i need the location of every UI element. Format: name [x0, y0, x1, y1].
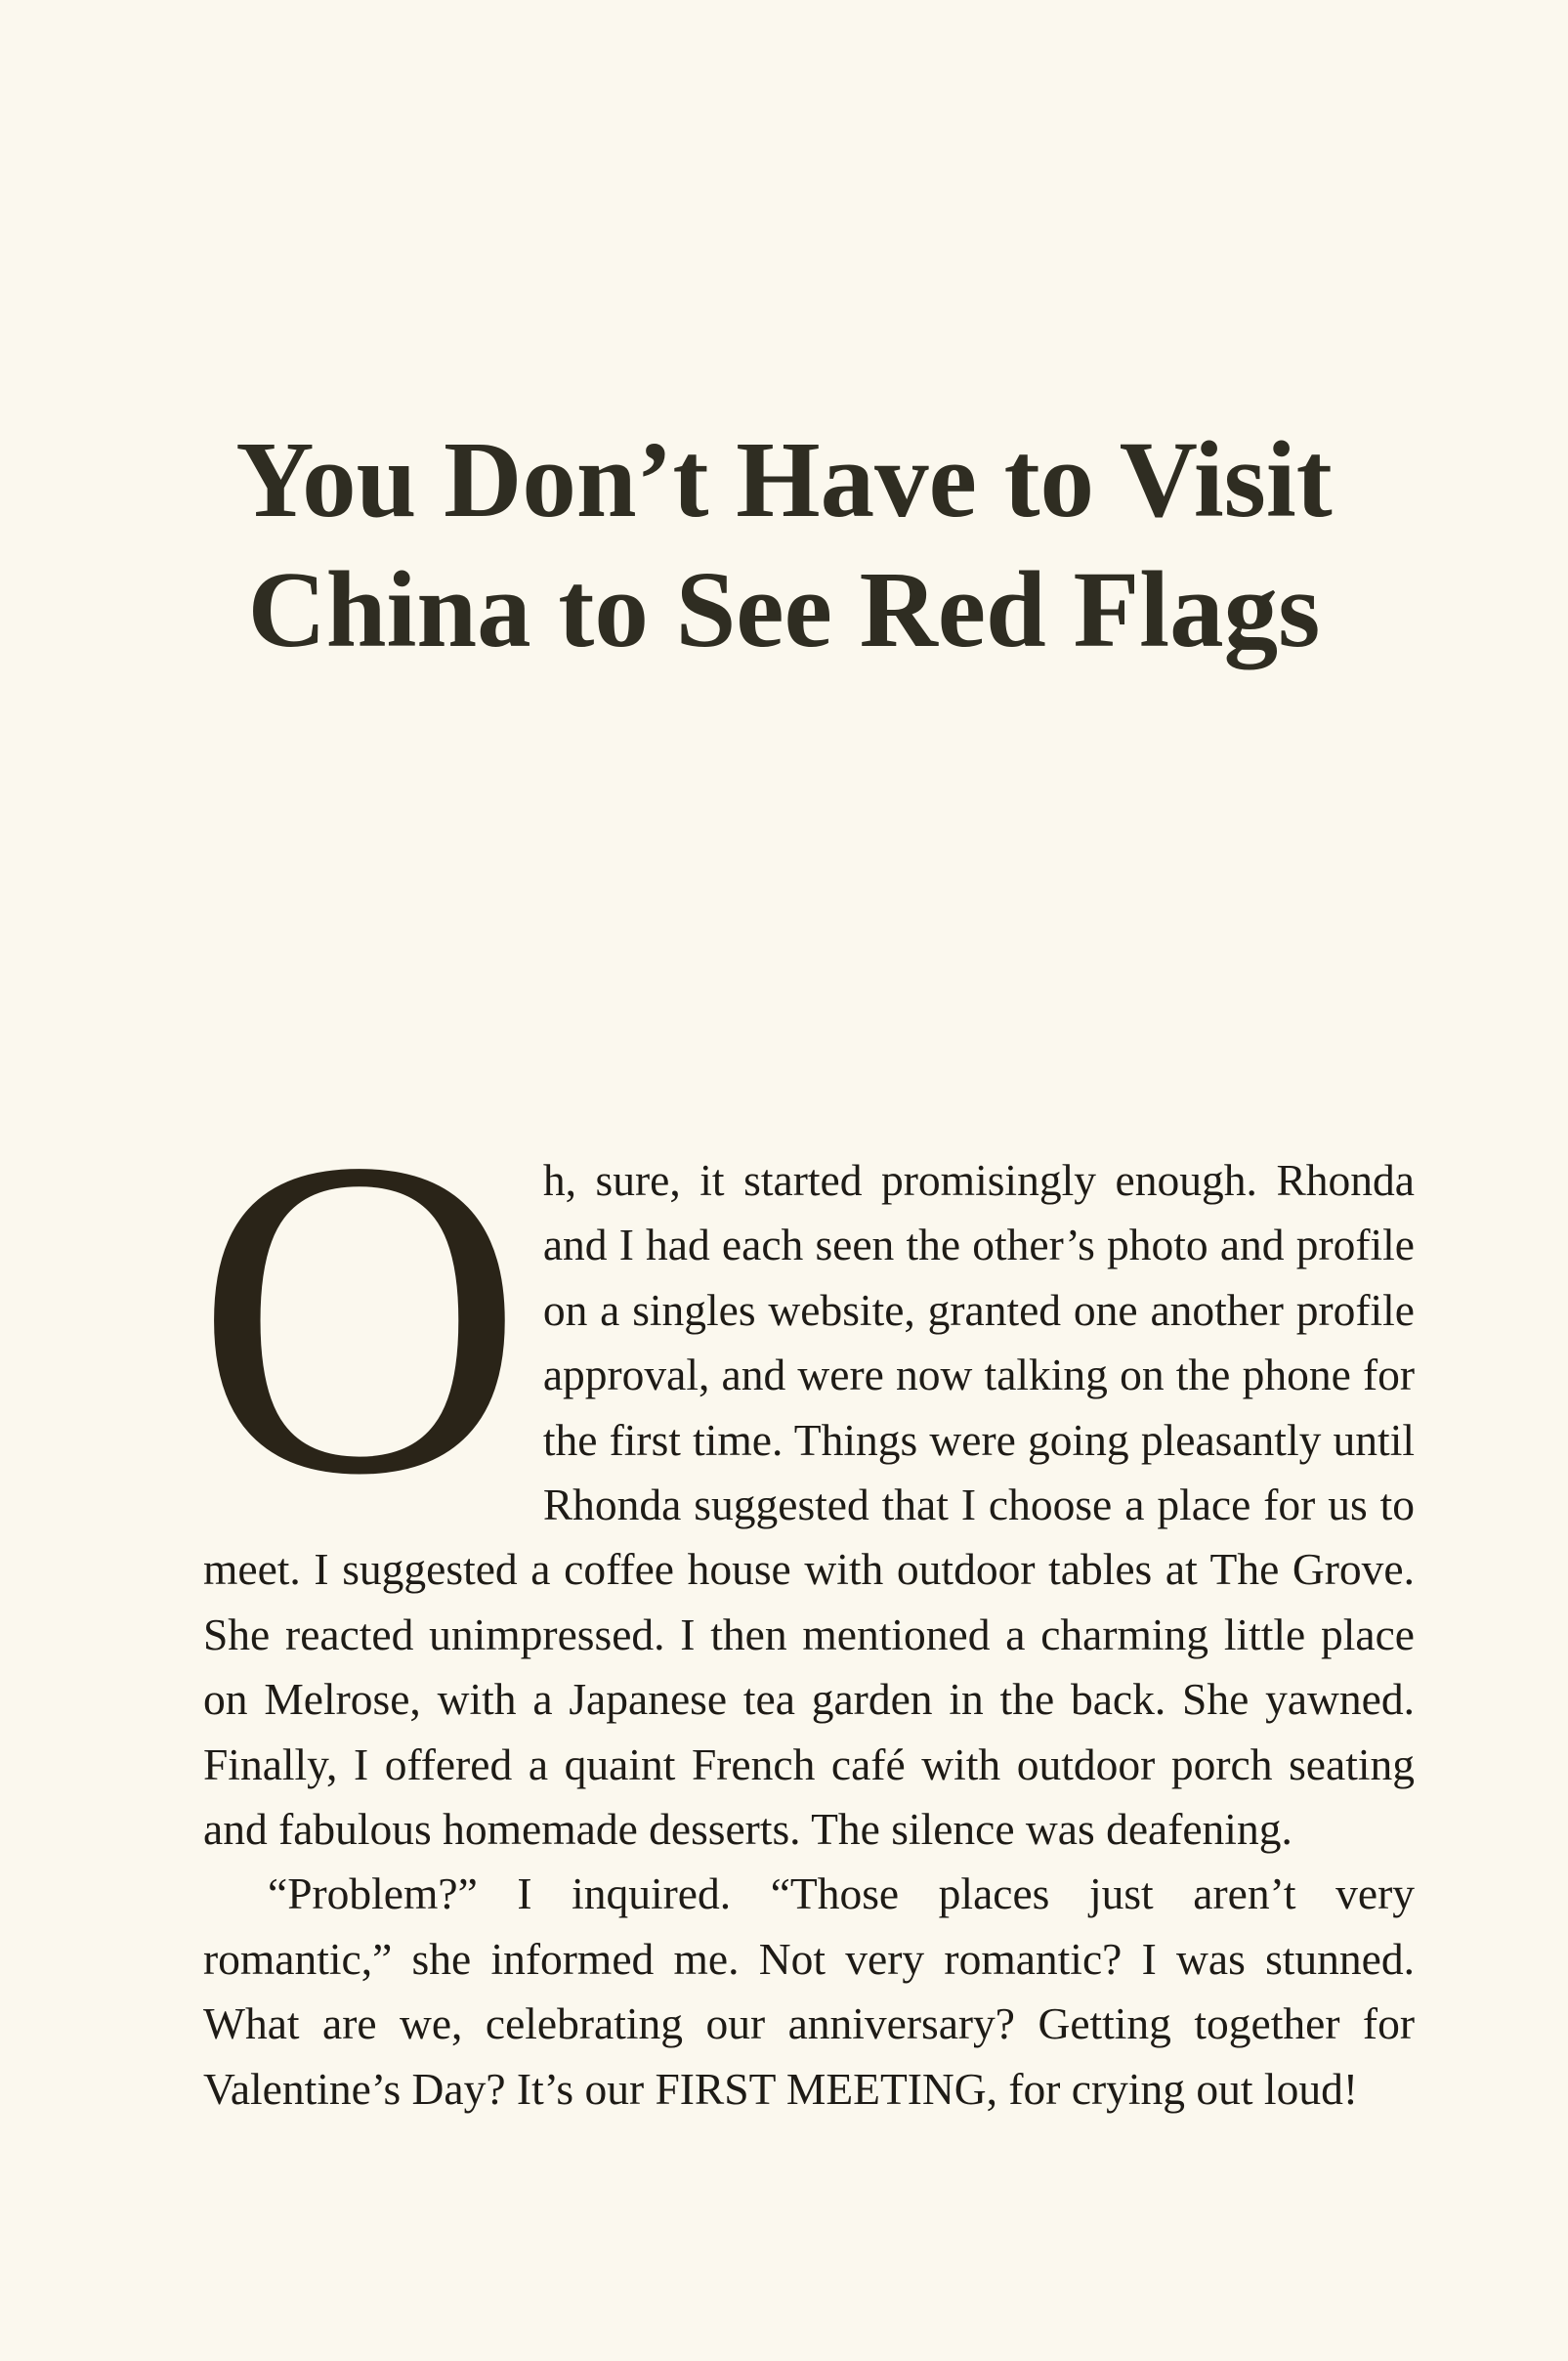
chapter-title [0, 415, 1568, 675]
chapter-title-line: You Don’t Have to Visit [235, 420, 1333, 540]
paragraph [195, 1065, 1415, 1862]
drop-cap: O [195, 1065, 524, 1568]
chapter-title-line: China to See Red Flags [247, 550, 1321, 670]
paragraph-text: h, sure, it started promisingly enough. Rhonda and I had each seen the other’s photo and profile on a singles website, granted one another profile approval, and were now talking on the phone for the first time. Things were going pleasantly until Rhonda suggested that I choose a place for us to meet. I suggested a coffee house with outdoor tables at The Grove. She reacted unimpressed. I then mentioned a charming little place on Melrose, with a Japanese tea garden in the back. She yawned. Finally, I offered a quaint French café with outdoor porch seating and fabulous homemade desserts. The silence was deafening. [203, 1155, 1415, 1855]
body-text [195, 1065, 1415, 2122]
paragraph-text: “Problem?” I inquired. “Those places just aren’t very romantic,” she informed me. Not very romantic? I was stunned. What are we, celebrating our anniversary? Getting together for Valentine’s Day? It’s our FIRST MEETING, for crying out loud! [203, 1868, 1415, 2114]
paragraph [203, 1862, 1415, 2122]
